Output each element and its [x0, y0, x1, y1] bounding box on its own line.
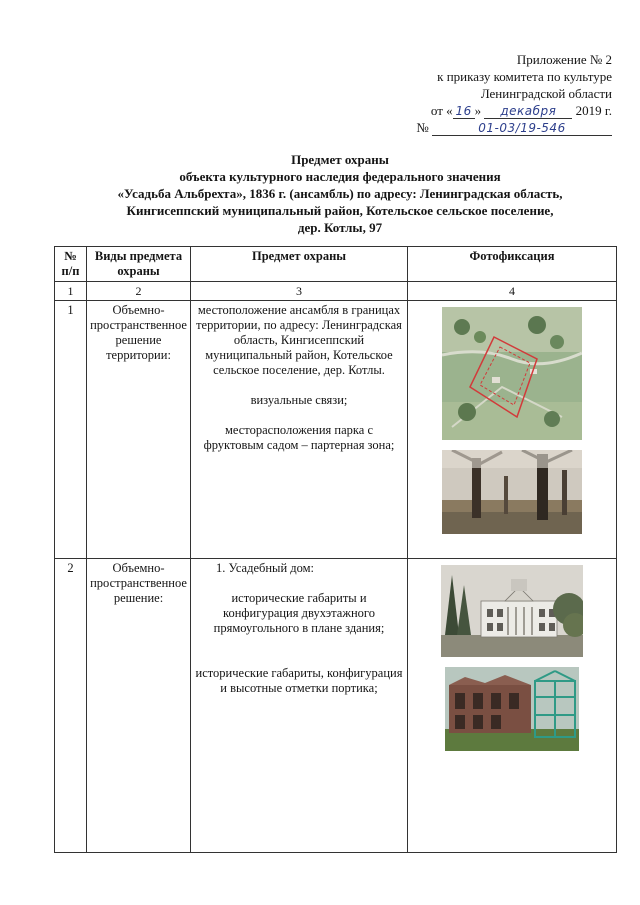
row-item: местоположение ансамбля в границах территории, по адресу: Ленинградская область, Кингисеппский муниципальный район, Котельское сельское поселение, дер. Котлы. — [196, 303, 402, 377]
row-number: 1 — [55, 301, 87, 559]
row-type: Объемно-пространственное решение территории: — [87, 301, 191, 559]
row-item: исторические габариты, конфигурация и высотные отметки портика; — [195, 666, 403, 695]
date-day-handwritten: 16 — [453, 104, 475, 119]
attachment-title: Приложение № 2 — [516, 52, 612, 67]
column-number: 4 — [408, 282, 617, 301]
header-number: № п/п — [55, 247, 87, 282]
aerial-map-photo — [442, 307, 582, 440]
attachment-block — [382, 51, 612, 136]
title-line: Предмет охраны — [291, 152, 389, 167]
column-number: 2 — [87, 282, 191, 301]
row-item: визуальные связи; — [250, 393, 348, 407]
column-number-row — [55, 282, 617, 301]
title-line: дер. Котлы, 97 — [297, 220, 383, 235]
row-items — [191, 559, 408, 853]
row-item: месторасположения парка с фруктовым садом – партерная зона; — [203, 423, 395, 452]
row-type: Объемно-пространственное решение: — [87, 559, 191, 853]
table-row — [55, 301, 617, 559]
header-type: Виды предмета охраны — [87, 247, 191, 282]
title-line: объекта культурного наследия федерального значения — [179, 169, 501, 184]
header-subject: Предмет охраны — [191, 247, 408, 282]
title-line: «Усадьба Альбрехта», 1836 г. (ансамбль) по адресу: Ленинградская область, — [117, 186, 563, 201]
column-number: 1 — [55, 282, 87, 301]
column-number: 3 — [191, 282, 408, 301]
header-photo: Фотофиксация — [408, 247, 617, 282]
date-month-handwritten: декабря — [484, 104, 572, 119]
attachment-order-ref: к приказу комитета по культуре — [437, 69, 612, 84]
table-header-row — [55, 247, 617, 282]
attachment-region: Ленинградской области — [480, 86, 612, 101]
order-number-handwritten: 01-03/19-546 — [432, 121, 612, 136]
ruins-photo — [445, 667, 579, 751]
row-number: 2 — [55, 559, 87, 853]
row-items — [191, 301, 408, 559]
title-line: Кингисеппский муниципальный район, Котельское сельское поселение, — [126, 203, 554, 218]
document-title — [60, 151, 620, 236]
row-item: 1. Усадебный дом: — [216, 561, 315, 575]
attachment-number: № 01-03/19-546 — [382, 119, 612, 136]
table-row — [55, 559, 617, 853]
protection-table — [54, 246, 617, 853]
row-photos — [408, 301, 617, 559]
row-item: исторические габариты и конфигурация двухэтажного прямоугольного в плане здания; — [213, 591, 385, 635]
row-photos — [408, 559, 617, 853]
park-trees-photo — [442, 450, 582, 534]
attachment-date: от « 16 » декабря 2019 г. — [430, 103, 612, 118]
manor-house-photo — [441, 565, 583, 657]
